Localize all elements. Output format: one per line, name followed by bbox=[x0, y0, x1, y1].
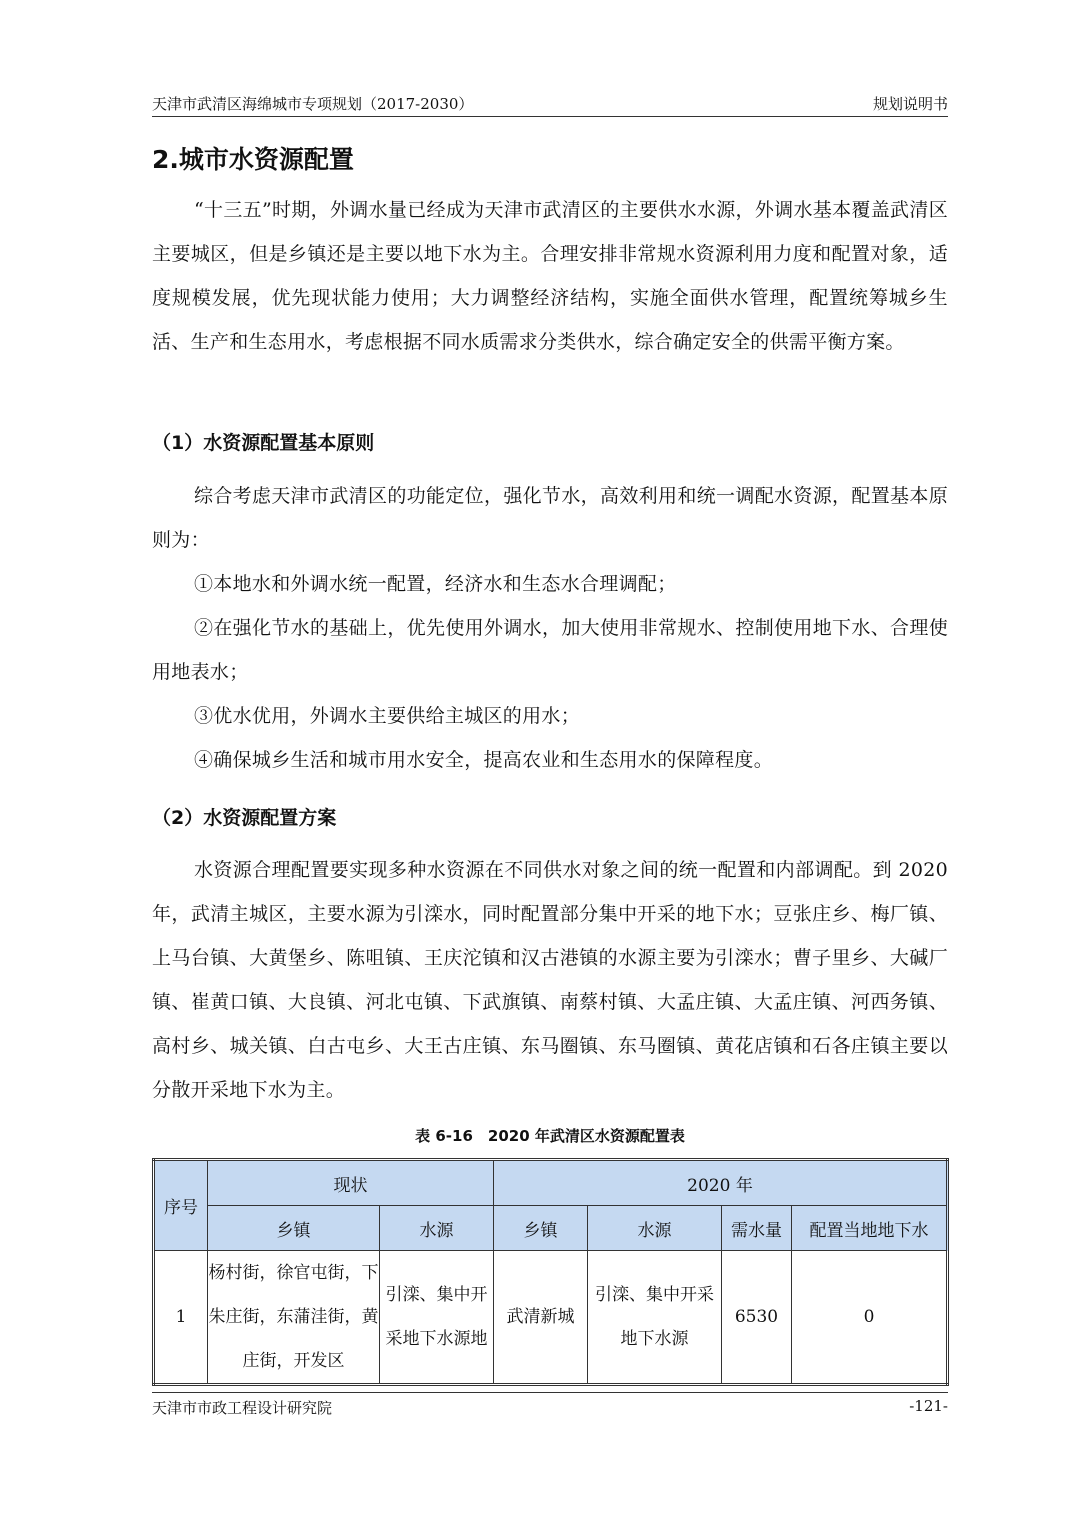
header-doc-type: 规划说明书 bbox=[872, 95, 948, 113]
col-local-groundwater: 配置当地地下水 bbox=[792, 1206, 948, 1251]
table-caption: 表 6-16 2020 年武清区水资源配置表 bbox=[415, 1127, 685, 1145]
table-header-row bbox=[154, 1160, 948, 1206]
subsection-heading-principles: （1）水资源配置基本原则 bbox=[152, 432, 375, 454]
col-demand: 需水量 bbox=[722, 1206, 792, 1251]
section-heading: 2.城市水资源配置 bbox=[152, 145, 354, 174]
plan-paragraph: 水资源合理配置要实现多种水资源在不同供水对象之间的统一配置和内部调配。到 2020 年，武清主城区，主要水源为引滦水，同时配置部分集中开采的地下水；豆张庄乡、梅厂镇、上马台镇、大黄堡乡、陈咀镇、王庆沱镇和汉古港镇的水源主要为引滦水；曹子里乡、大碱厂镇、崔黄口镇、大良镇、河北屯镇、下武旗镇、南蔡村镇、大孟庄镇、大孟庄镇、河西务镇、高村乡、城关镇、白古屯乡、大王古庄镇、东马圈镇、东马圈镇、黄花店镇和石各庄镇主要以分散开采地下水为主。 bbox=[152, 859, 948, 1101]
principle-item-1: ①本地水和外调水统一配置，经济水和生态水合理调配； bbox=[194, 573, 677, 595]
subsection-heading-plan: （2）水资源配置方案 bbox=[152, 807, 337, 829]
water-allocation-table bbox=[152, 1158, 949, 1386]
col-group-current: 现状 bbox=[208, 1160, 494, 1206]
principle-item-3: ③优水优用，外调水主要供给主城区的用水； bbox=[194, 705, 581, 727]
cell-current-source: 引滦、集中开采地下水源地 bbox=[380, 1251, 494, 1385]
page-footer bbox=[152, 1392, 948, 1419]
principle-item-4: ④确保城乡生活和城市用水安全，提高农业和生态用水的保障程度。 bbox=[194, 749, 774, 771]
table-row bbox=[154, 1251, 948, 1385]
footer-org: 天津市市政工程设计研究院 bbox=[152, 1399, 333, 1417]
cell-2020-source: 引滦、集中开采地下水源 bbox=[588, 1251, 722, 1385]
cell-seq: 1 bbox=[154, 1251, 208, 1385]
cell-demand: 6530 bbox=[722, 1251, 792, 1385]
cell-local-groundwater: 0 bbox=[792, 1251, 948, 1385]
col-seq: 序号 bbox=[154, 1160, 208, 1251]
page-header bbox=[152, 90, 948, 117]
principle-item-2: ②在强化节水的基础上，优先使用外调水，加大使用非常规水、控制使用地下水、合理使用地表水； bbox=[152, 617, 948, 683]
col-current-town: 乡镇 bbox=[208, 1206, 380, 1251]
table-subheader-row bbox=[154, 1206, 948, 1251]
intro-paragraph: “十三五”时期，外调水量已经成为天津市武清区的主要供水水源，外调水基本覆盖武清区主要城区，但是乡镇还是主要以地下水为主。合理安排非常规水资源利用力度和配置对象，适度规模发展，优先现状能力使用；大力调整经济结构，实施全面供水管理，配置统筹城乡生活、生产和生态用水，考虑根据不同水质需求分类供水，综合确定安全的供需平衡方案。 bbox=[152, 199, 948, 353]
cell-2020-town: 武清新城 bbox=[494, 1251, 588, 1385]
cell-current-town: 杨村街，徐官屯街，下朱庄街，东蒲洼街，黄庄街，开发区 bbox=[208, 1251, 380, 1385]
col-2020-source: 水源 bbox=[588, 1206, 722, 1251]
header-title: 天津市武清区海绵城市专项规划（2017-2030） bbox=[152, 95, 474, 113]
col-group-2020: 2020 年 bbox=[494, 1160, 948, 1206]
col-current-source: 水源 bbox=[380, 1206, 494, 1251]
col-2020-town: 乡镇 bbox=[494, 1206, 588, 1251]
page-number: -121- bbox=[909, 1397, 948, 1415]
principles-intro: 综合考虑天津市武清区的功能定位，强化节水，高效利用和统一调配水资源，配置基本原则为： bbox=[152, 485, 948, 551]
